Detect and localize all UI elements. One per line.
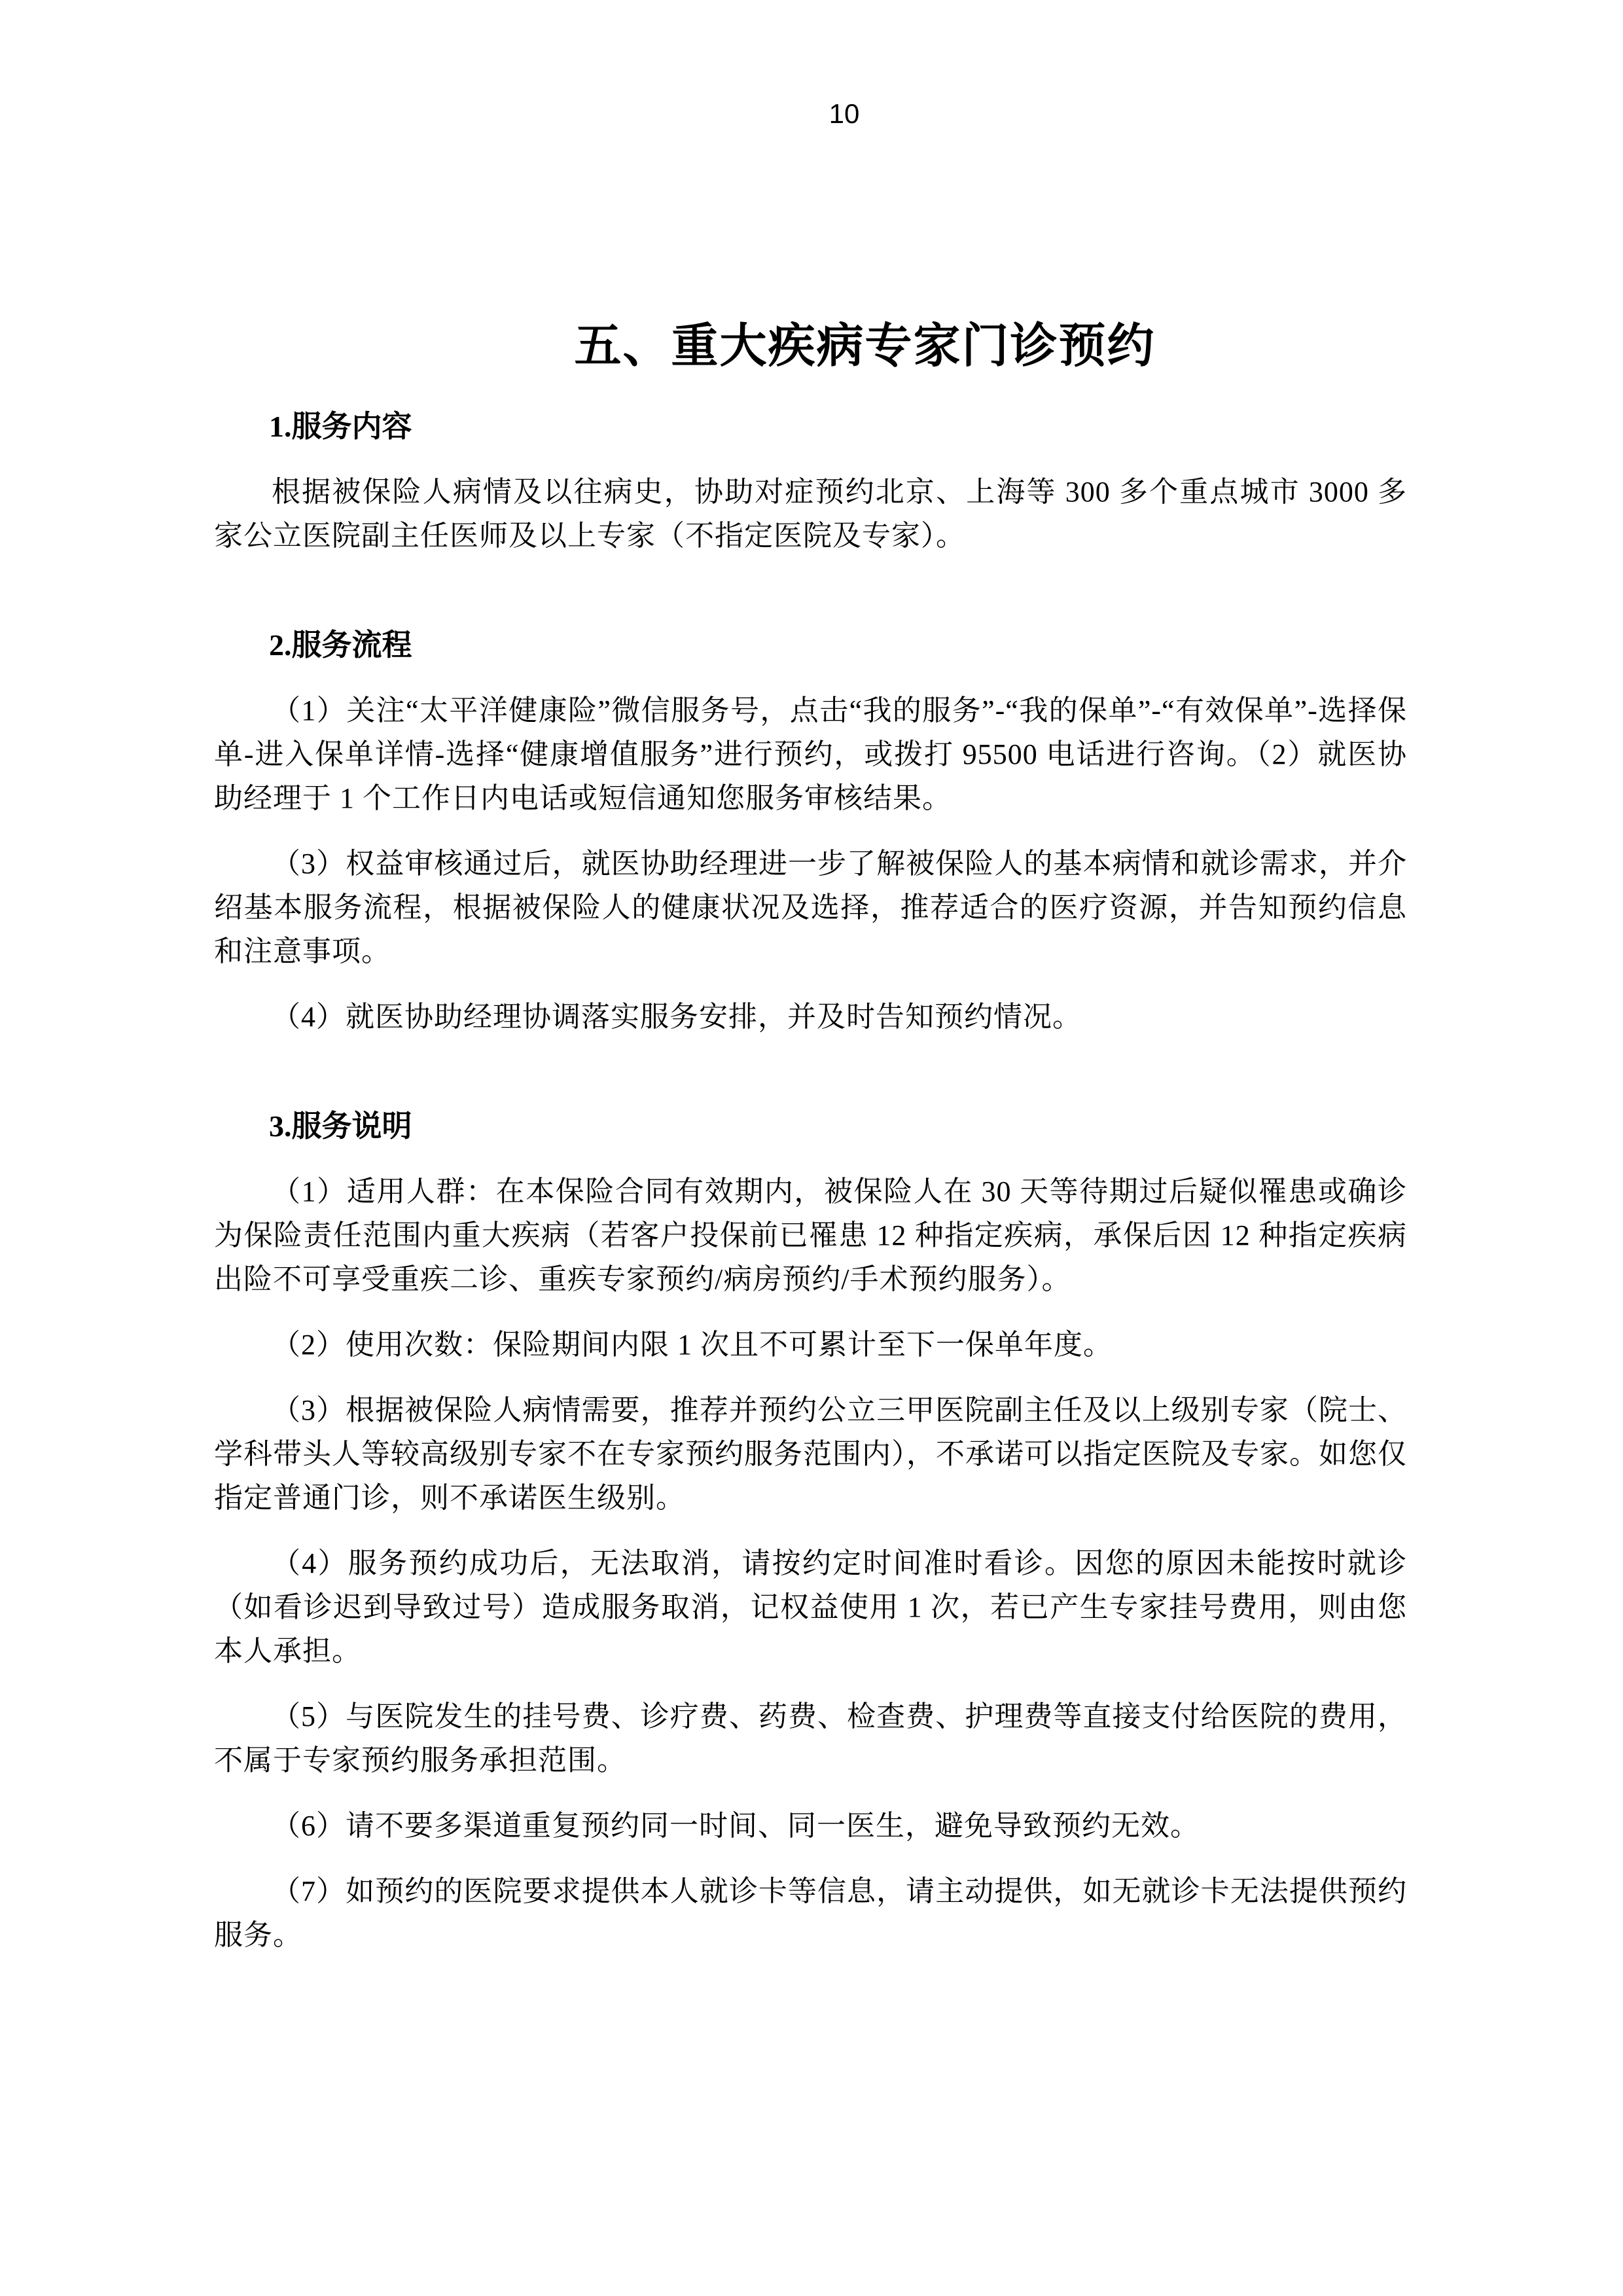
paragraph: （7）如预约的医院要求提供本人就诊卡等信息，请主动提供，如无就诊卡无法提供预约服务。 bbox=[214, 1875, 1407, 1951]
page-number: 10 bbox=[829, 98, 860, 129]
paragraph: （5）与医院发生的挂号费、诊疗费、药费、检查费、护理费等直接支付给医院的费用，不属于专家预约服务承担范围。 bbox=[214, 1700, 1407, 1776]
paragraph: （4）就医协助经理协调落实服务安排，并及时告知预约情况。 bbox=[272, 1001, 1082, 1033]
paragraph: （6）请不要多渠道重复预约同一时间、同一医生，避免导致预约无效。 bbox=[272, 1810, 1200, 1842]
section-heading-service-notes: 3.服务说明 bbox=[269, 1109, 412, 1143]
paragraph: （4）服务预约成功后，无法取消，请按约定时间准时看诊。因您的原因未能按时就诊（如看诊迟到导致过号）造成服务取消，记权益使用 1 次，若已产生专家挂号费用，则由您本人承担。 bbox=[214, 1547, 1407, 1667]
paragraph: （2）使用次数：保险期间内限 1 次且不可累计至下一保单年度。 bbox=[272, 1329, 1113, 1361]
paragraph: （1）关注“太平洋健康险”微信服务号，点击“我的服务”-“我的保单”-“有效保单”-选择保单-进入保单详情-选择“健康增值服务”进行预约，或拨打 95500 电话进行咨询。（2）就医协助经理于 1 个工作日内电话或短信通知您服务审核结果。 bbox=[214, 694, 1407, 814]
section-heading-service-content: 1.服务内容 bbox=[269, 410, 412, 443]
section-heading-service-process: 2.服务流程 bbox=[269, 628, 412, 662]
document-body bbox=[214, 404, 1407, 1957]
document-title: 五、重大疾病专家门诊预约 bbox=[574, 320, 1156, 372]
paragraph: （3）根据被保险人病情需要，推荐并预约公立三甲医院副主任及以上级别专家（院士、学科带头人等较高级别专家不在专家预约服务范围内），不承诺可以指定医院及专家。如您仅指定普通门诊，则不承诺医生级别。 bbox=[214, 1394, 1407, 1514]
paragraph: 根据被保险人病情及以往病史，协助对症预约北京、上海等 300 多个重点城市 3000 多家公立医院副主任医师及以上专家（不指定医院及专家）。 bbox=[214, 476, 1407, 552]
paragraph: （1）适用人群：在本保险合同有效期内，被保险人在 30 天等待期过后疑似罹患或确诊为保险责任范围内重大疾病（若客户投保前已罹患 12 种指定疾病，承保后因 12 种指定疾病出险不可享受重疾二诊、重疾专家预约/病房预约/手术预约服务）。 bbox=[214, 1175, 1407, 1295]
paragraph: （3）权益审核通过后，就医协助经理进一步了解被保险人的基本病情和就诊需求，并介绍基本服务流程，根据被保险人的健康状况及选择，推荐适合的医疗资源，并告知预约信息和注意事项。 bbox=[214, 848, 1407, 967]
